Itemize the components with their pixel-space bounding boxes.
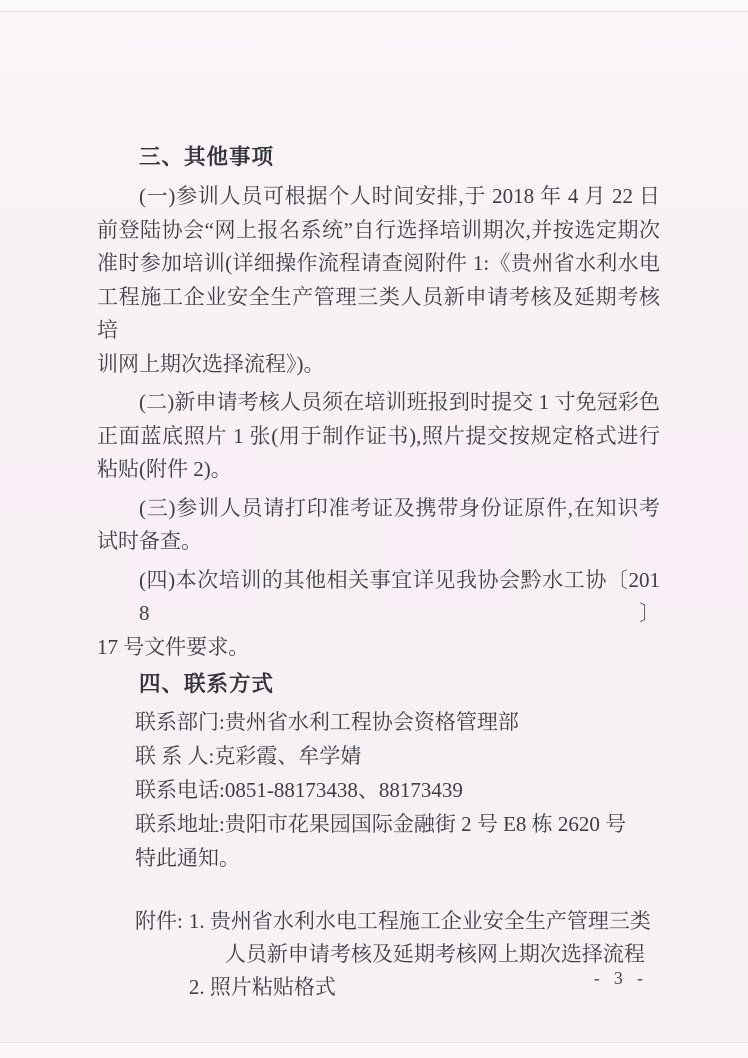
attachments-block [135,905,660,1004]
paragraph-3-4 [97,564,660,665]
contact-phone-line: 联系电话:0851-88173438、88173439 [135,778,463,802]
attachment-item-2 [189,971,651,1004]
paragraph-line: (二)新申请考核人员须在培训班报到时提交 1 寸免冠彩色 [139,390,660,414]
paragraph-3-2 [97,386,660,487]
paragraph-line: 正面蓝底照片 1 张(用于制作证书),照片提交按规定格式进行 [97,423,660,448]
contact-block [97,705,660,875]
paragraph-line: 准时参加培训(详细操作流程请查阅附件 1:《贵州省水利水电 [97,251,660,275]
contact-department-line: 联系部门:贵州省水利工程协会资格管理部 [135,710,519,734]
document-content [97,0,660,1004]
paragraph-line: (三)参训人员请打印准考证及携带身份证原件,在知识考 [139,495,660,520]
paragraph-line: 17 号文件要求。 [97,634,250,659]
attachments-label: 附件: [135,909,183,933]
paragraph-line: 试时备查。 [97,529,202,553]
paragraph-line: 训网上期次选择流程》)。 [97,351,325,376]
attachment-item-1 [189,905,651,971]
attachment-item-line: 1. 贵州省水利水电工程施工企业安全生产管理三类 [188,909,651,933]
paragraph-3-3 [97,492,660,559]
contact-address-line: 联系地址:贵阳市花果园国际金融街 2 号 E8 栋 2620 号 [135,812,627,836]
paragraph-line: 前登陆协会“网上报名系统”自行选择培训期次,并按选定期次 [97,217,660,242]
attachments-list [183,905,651,1004]
paragraph-line: 工程施工企业安全生产管理三类人员新申请考核及延期考核培 [97,284,660,342]
closing-notice-line: 特此通知。 [135,846,240,870]
paragraph-line: (一)参训人员可根据个人时间安排,于 2018 年 4 月 22 日 [139,184,660,208]
scan-bottom-edge [0,1042,748,1058]
contact-person-line: 联 系 人:克彩霞、牟学婧 [135,744,362,768]
section-3-heading: 三、其他事项 [139,145,275,169]
paragraph-line: (四)本次培训的其他相关事宜详见我协会黔水工协〔2018〕 [139,567,660,625]
paragraph-line: 粘贴(附件 2)。 [97,457,232,481]
section-4-heading: 四、联系方式 [139,672,275,696]
page-number: - 3 - [593,968,648,988]
attachment-item-line: 人员新申请考核及延期考核网上期次选择流程 [224,942,645,966]
paragraph-3-1 [97,180,660,381]
attachment-item-line: 2. 照片粘贴格式 [188,975,336,999]
